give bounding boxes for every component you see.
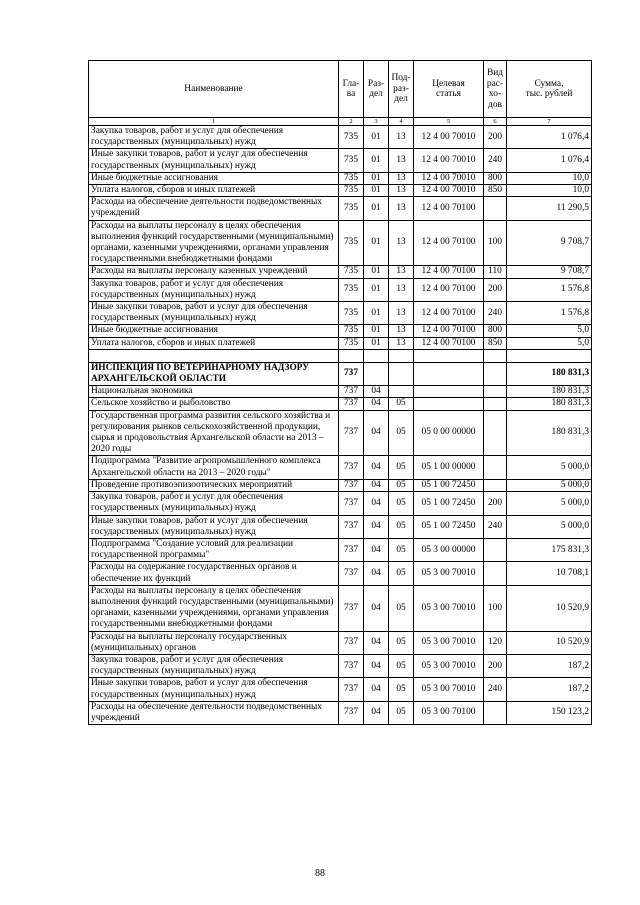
cell-rz [364, 349, 389, 362]
cell-gl: 737 [339, 678, 364, 701]
cell-cs: 12 4 00 70010 [414, 172, 484, 184]
cell-rz: 04 [364, 515, 389, 538]
cell-sum: 5 000,0 [507, 515, 592, 538]
column-number-sum: 7 [507, 118, 592, 126]
cell-gl: 735 [339, 149, 364, 172]
table-row [89, 678, 592, 701]
cell-sum: 175 831,3 [507, 538, 592, 561]
cell-gl: 735 [339, 172, 364, 184]
header-row [89, 61, 592, 118]
cell-cs: 05 3 00 70010 [414, 562, 484, 585]
cell-sum: 5,0 [507, 337, 592, 349]
cell-sum: 180 831,3 [507, 362, 592, 385]
cell-rz: 04 [364, 585, 389, 631]
cell-pr: 05 [389, 562, 414, 585]
cell-gl: 737 [339, 585, 364, 631]
cell-vr: 200 [484, 492, 507, 515]
cell-vr: 800 [484, 172, 507, 184]
cell-sum: 11 290,5 [507, 197, 592, 220]
table-header [89, 61, 592, 126]
cell-pr: 05 [389, 479, 414, 491]
cell-pr: 05 [389, 678, 414, 701]
column-number-name: 1 [89, 118, 339, 126]
page-number: 88 [315, 868, 325, 879]
cell-name: Проведение противоэпизоотических мероприятий [89, 479, 339, 491]
column-number-vr: 6 [484, 118, 507, 126]
column-number-pr: 4 [389, 118, 414, 126]
cell-sum: 5 000,0 [507, 492, 592, 515]
cell-vr [484, 456, 507, 479]
cell-name: Расходы на выплаты персоналу государственных (муниципальных) органов [89, 631, 339, 654]
cell-gl: 735 [339, 302, 364, 325]
cell-name [89, 349, 339, 362]
cell-vr: 800 [484, 325, 507, 337]
cell-cs: 12 4 00 70100 [414, 220, 484, 266]
table-row [89, 386, 592, 398]
cell-name: Закупка товаров, работ и услуг для обеспечения государственных (муниципальных) нужд [89, 278, 339, 301]
cell-cs: 05 1 00 72450 [414, 515, 484, 538]
table-row [89, 197, 592, 220]
cell-rz: 01 [364, 325, 389, 337]
cell-pr [389, 386, 414, 398]
cell-vr: 100 [484, 585, 507, 631]
cell-name: Расходы на выплаты персоналу в целях обеспечения выполнения функций государственными (муниципальными) органами, казенными учреждениями, органами управления государственными внебюджетными фондами [89, 585, 339, 631]
column-number-cs: 5 [414, 118, 484, 126]
cell-vr: 110 [484, 266, 507, 278]
table-row [89, 398, 592, 410]
cell-cs: 05 1 00 72450 [414, 492, 484, 515]
cell-sum: 5,0 [507, 325, 592, 337]
cell-pr: 13 [389, 325, 414, 337]
cell-rz [364, 362, 389, 385]
cell-gl: 737 [339, 562, 364, 585]
cell-gl: 737 [339, 538, 364, 561]
cell-name: Расходы на выплаты персоналу казенных учреждений [89, 266, 339, 278]
cell-sum: 10 708,1 [507, 562, 592, 585]
cell-name: Расходы на обеспечение деятельности подведомственных учреждений [89, 197, 339, 220]
cell-pr: 05 [389, 631, 414, 654]
table-row [89, 337, 592, 349]
cell-name: Уплата налогов, сборов и иных платежей [89, 185, 339, 197]
table-row [89, 149, 592, 172]
table-row [89, 278, 592, 301]
cell-name: Иные закупки товаров, работ и услуг для обеспечения государственных (муниципальных) нужд [89, 149, 339, 172]
column-header-pr: Под- раз- дел [389, 61, 414, 118]
cell-vr: 200 [484, 126, 507, 149]
cell-cs [414, 398, 484, 410]
cell-sum: 1 576,8 [507, 278, 592, 301]
cell-gl: 737 [339, 492, 364, 515]
cell-cs: 05 1 00 72450 [414, 479, 484, 491]
cell-gl: 737 [339, 515, 364, 538]
cell-vr: 200 [484, 278, 507, 301]
cell-cs: 12 4 00 70010 [414, 149, 484, 172]
table-row [89, 126, 592, 149]
cell-vr: 850 [484, 337, 507, 349]
table-row [89, 654, 592, 677]
cell-name: Иные закупки товаров, работ и услуг для обеспечения государственных (муниципальных) нужд [89, 515, 339, 538]
cell-cs: 05 3 00 70010 [414, 654, 484, 677]
cell-cs: 05 3 00 70010 [414, 678, 484, 701]
column-header-name: Наименование [89, 61, 339, 118]
table-row [89, 515, 592, 538]
cell-rz: 04 [364, 562, 389, 585]
cell-rz: 01 [364, 278, 389, 301]
cell-gl: 737 [339, 386, 364, 398]
cell-cs [414, 362, 484, 385]
cell-gl: 735 [339, 337, 364, 349]
cell-rz: 01 [364, 337, 389, 349]
budget-table [88, 60, 592, 725]
column-number-gl: 2 [339, 118, 364, 126]
cell-gl: 737 [339, 654, 364, 677]
cell-gl: 735 [339, 126, 364, 149]
cell-gl: 737 [339, 398, 364, 410]
cell-rz: 04 [364, 386, 389, 398]
cell-sum: 1 076,4 [507, 149, 592, 172]
table-row [89, 562, 592, 585]
cell-vr [484, 362, 507, 385]
cell-vr [484, 479, 507, 491]
cell-vr: 240 [484, 302, 507, 325]
cell-gl: 735 [339, 266, 364, 278]
table-row [89, 585, 592, 631]
cell-pr [389, 362, 414, 385]
cell-sum: 180 831,3 [507, 410, 592, 456]
cell-sum: 180 831,3 [507, 398, 592, 410]
cell-name: Закупка товаров, работ и услуг для обеспечения государственных (муниципальных) нужд [89, 492, 339, 515]
column-header-sum: Сумма, тыс. рублей [507, 61, 592, 118]
cell-vr: 240 [484, 515, 507, 538]
cell-sum: 10 520,9 [507, 631, 592, 654]
cell-rz: 04 [364, 631, 389, 654]
cell-vr: 850 [484, 185, 507, 197]
cell-vr [484, 538, 507, 561]
cell-pr: 13 [389, 185, 414, 197]
table-row [89, 172, 592, 184]
cell-cs: 05 1 00 00000 [414, 456, 484, 479]
column-header-gl: Гла- ва [339, 61, 364, 118]
cell-rz: 01 [364, 197, 389, 220]
cell-gl: 735 [339, 325, 364, 337]
cell-cs: 05 0 00 00000 [414, 410, 484, 456]
cell-rz: 04 [364, 398, 389, 410]
table-row [89, 220, 592, 266]
table-row [89, 538, 592, 561]
cell-name: Расходы на выплаты персоналу в целях обеспечения выполнения функций государственными (муниципальными) органами, казенными учреждениями, органами управления государственными внебюджетными фондами [89, 220, 339, 266]
cell-name: Подпрограмма "Создание условий для реализации государственной программы" [89, 538, 339, 561]
cell-cs: 05 3 00 70010 [414, 631, 484, 654]
cell-pr: 05 [389, 410, 414, 456]
cell-rz: 04 [364, 492, 389, 515]
cell-cs: 12 4 00 70100 [414, 278, 484, 301]
cell-cs: 12 4 00 70100 [414, 197, 484, 220]
cell-rz: 04 [364, 701, 389, 724]
cell-pr: 13 [389, 126, 414, 149]
cell-sum: 5 000,0 [507, 479, 592, 491]
cell-vr [484, 562, 507, 585]
cell-sum: 187,2 [507, 654, 592, 677]
cell-gl: 735 [339, 197, 364, 220]
cell-vr [484, 398, 507, 410]
table-row [89, 185, 592, 197]
cell-rz: 04 [364, 479, 389, 491]
cell-pr: 05 [389, 492, 414, 515]
section-header-row [89, 362, 592, 385]
cell-name: Расходы на содержание государственных органов и обеспечение их функций [89, 562, 339, 585]
cell-gl: 735 [339, 220, 364, 266]
cell-name: Расходы на обеспечение деятельности подведомственных учреждений [89, 701, 339, 724]
cell-name: Уплата налогов, сборов и иных платежей [89, 337, 339, 349]
cell-cs [414, 386, 484, 398]
cell-name: Сельское хозяйство и рыболовство [89, 398, 339, 410]
cell-sum: 9 708,7 [507, 266, 592, 278]
cell-vr: 100 [484, 220, 507, 266]
table-row [89, 302, 592, 325]
cell-name: Закупка товаров, работ и услуг для обеспечения государственных (муниципальных) нужд [89, 126, 339, 149]
cell-name: Национальная экономика [89, 386, 339, 398]
cell-cs: 12 4 00 70010 [414, 126, 484, 149]
cell-name: Иные закупки товаров, работ и услуг для обеспечения государственных (муниципальных) нужд [89, 678, 339, 701]
cell-gl: 737 [339, 631, 364, 654]
cell-name: ИНСПЕКЦИЯ ПО ВЕТЕРИНАРНОМУ НАДЗОРУ АРХАНГЕЛЬСКОЙ ОБЛАСТИ [89, 362, 339, 385]
cell-pr: 05 [389, 515, 414, 538]
cell-vr [484, 349, 507, 362]
cell-vr: 200 [484, 654, 507, 677]
column-number-rz: 3 [364, 118, 389, 126]
cell-pr: 13 [389, 337, 414, 349]
cell-pr: 05 [389, 398, 414, 410]
cell-vr [484, 386, 507, 398]
cell-gl: 735 [339, 185, 364, 197]
table-row [89, 701, 592, 724]
cell-pr: 05 [389, 538, 414, 561]
cell-name: Государственная программа развития сельского хозяйства и регулирования рынков сельскохозяйственной продукции, сырья и продовольствия Архангельской области на 2013 – 2020 годы [89, 410, 339, 456]
table-row [89, 456, 592, 479]
cell-gl: 737 [339, 410, 364, 456]
table-row [89, 325, 592, 337]
cell-rz: 01 [364, 172, 389, 184]
cell-gl: 737 [339, 701, 364, 724]
cell-cs: 05 3 00 00000 [414, 538, 484, 561]
cell-sum: 1 076,4 [507, 126, 592, 149]
cell-sum [507, 349, 592, 362]
cell-sum: 10,0 [507, 172, 592, 184]
cell-name: Подпрограмма "Развитие агропромышленного комплекса Архангельской области на 2013 – 2020 годы" [89, 456, 339, 479]
cell-rz: 01 [364, 220, 389, 266]
cell-pr [389, 349, 414, 362]
table-row [89, 631, 592, 654]
cell-pr: 05 [389, 456, 414, 479]
cell-name: Закупка товаров, работ и услуг для обеспечения государственных (муниципальных) нужд [89, 654, 339, 677]
cell-vr: 240 [484, 149, 507, 172]
cell-gl [339, 349, 364, 362]
table-row [89, 479, 592, 491]
cell-sum: 10 520,9 [507, 585, 592, 631]
cell-sum: 5 000,0 [507, 456, 592, 479]
cell-pr: 05 [389, 701, 414, 724]
cell-vr: 120 [484, 631, 507, 654]
cell-cs: 12 4 00 70100 [414, 325, 484, 337]
cell-vr: 240 [484, 678, 507, 701]
cell-name: Иные закупки товаров, работ и услуг для обеспечения государственных (муниципальных) нужд [89, 302, 339, 325]
cell-sum: 9 708,7 [507, 220, 592, 266]
cell-rz: 04 [364, 654, 389, 677]
cell-rz: 01 [364, 126, 389, 149]
cell-pr: 13 [389, 149, 414, 172]
cell-rz: 04 [364, 410, 389, 456]
table-row [89, 266, 592, 278]
cell-sum: 187,2 [507, 678, 592, 701]
cell-name: Иные бюджетные ассигнования [89, 325, 339, 337]
cell-gl: 735 [339, 278, 364, 301]
cell-gl: 737 [339, 362, 364, 385]
cell-cs [414, 349, 484, 362]
cell-sum: 10,0 [507, 185, 592, 197]
column-number-row [89, 118, 592, 126]
cell-rz: 01 [364, 302, 389, 325]
cell-rz: 01 [364, 185, 389, 197]
table-row [89, 492, 592, 515]
cell-sum: 180 831,3 [507, 386, 592, 398]
cell-cs: 12 4 00 70100 [414, 337, 484, 349]
column-header-rz: Раз- дел [364, 61, 389, 118]
cell-pr: 13 [389, 172, 414, 184]
cell-cs: 05 3 00 70100 [414, 701, 484, 724]
cell-vr [484, 701, 507, 724]
column-header-vr: Вид рас- хо- дов [484, 61, 507, 118]
cell-name: Иные бюджетные ассигнования [89, 172, 339, 184]
table-row [89, 410, 592, 456]
cell-cs: 12 4 00 70010 [414, 185, 484, 197]
cell-rz: 01 [364, 266, 389, 278]
cell-rz: 04 [364, 678, 389, 701]
cell-cs: 12 4 00 70100 [414, 266, 484, 278]
cell-cs: 12 4 00 70100 [414, 302, 484, 325]
cell-pr: 05 [389, 585, 414, 631]
cell-rz: 01 [364, 149, 389, 172]
cell-sum: 150 123,2 [507, 701, 592, 724]
cell-sum: 1 576,8 [507, 302, 592, 325]
cell-pr: 13 [389, 302, 414, 325]
cell-rz: 04 [364, 538, 389, 561]
cell-vr [484, 197, 507, 220]
cell-pr: 13 [389, 197, 414, 220]
cell-gl: 737 [339, 479, 364, 491]
cell-pr: 13 [389, 266, 414, 278]
cell-vr [484, 410, 507, 456]
spacer-row [89, 349, 592, 362]
cell-pr: 05 [389, 654, 414, 677]
cell-pr: 13 [389, 220, 414, 266]
column-header-cs: Целевая статья [414, 61, 484, 118]
cell-gl: 737 [339, 456, 364, 479]
table-body [89, 126, 592, 725]
cell-rz: 04 [364, 456, 389, 479]
cell-cs: 05 3 00 70010 [414, 585, 484, 631]
cell-pr: 13 [389, 278, 414, 301]
